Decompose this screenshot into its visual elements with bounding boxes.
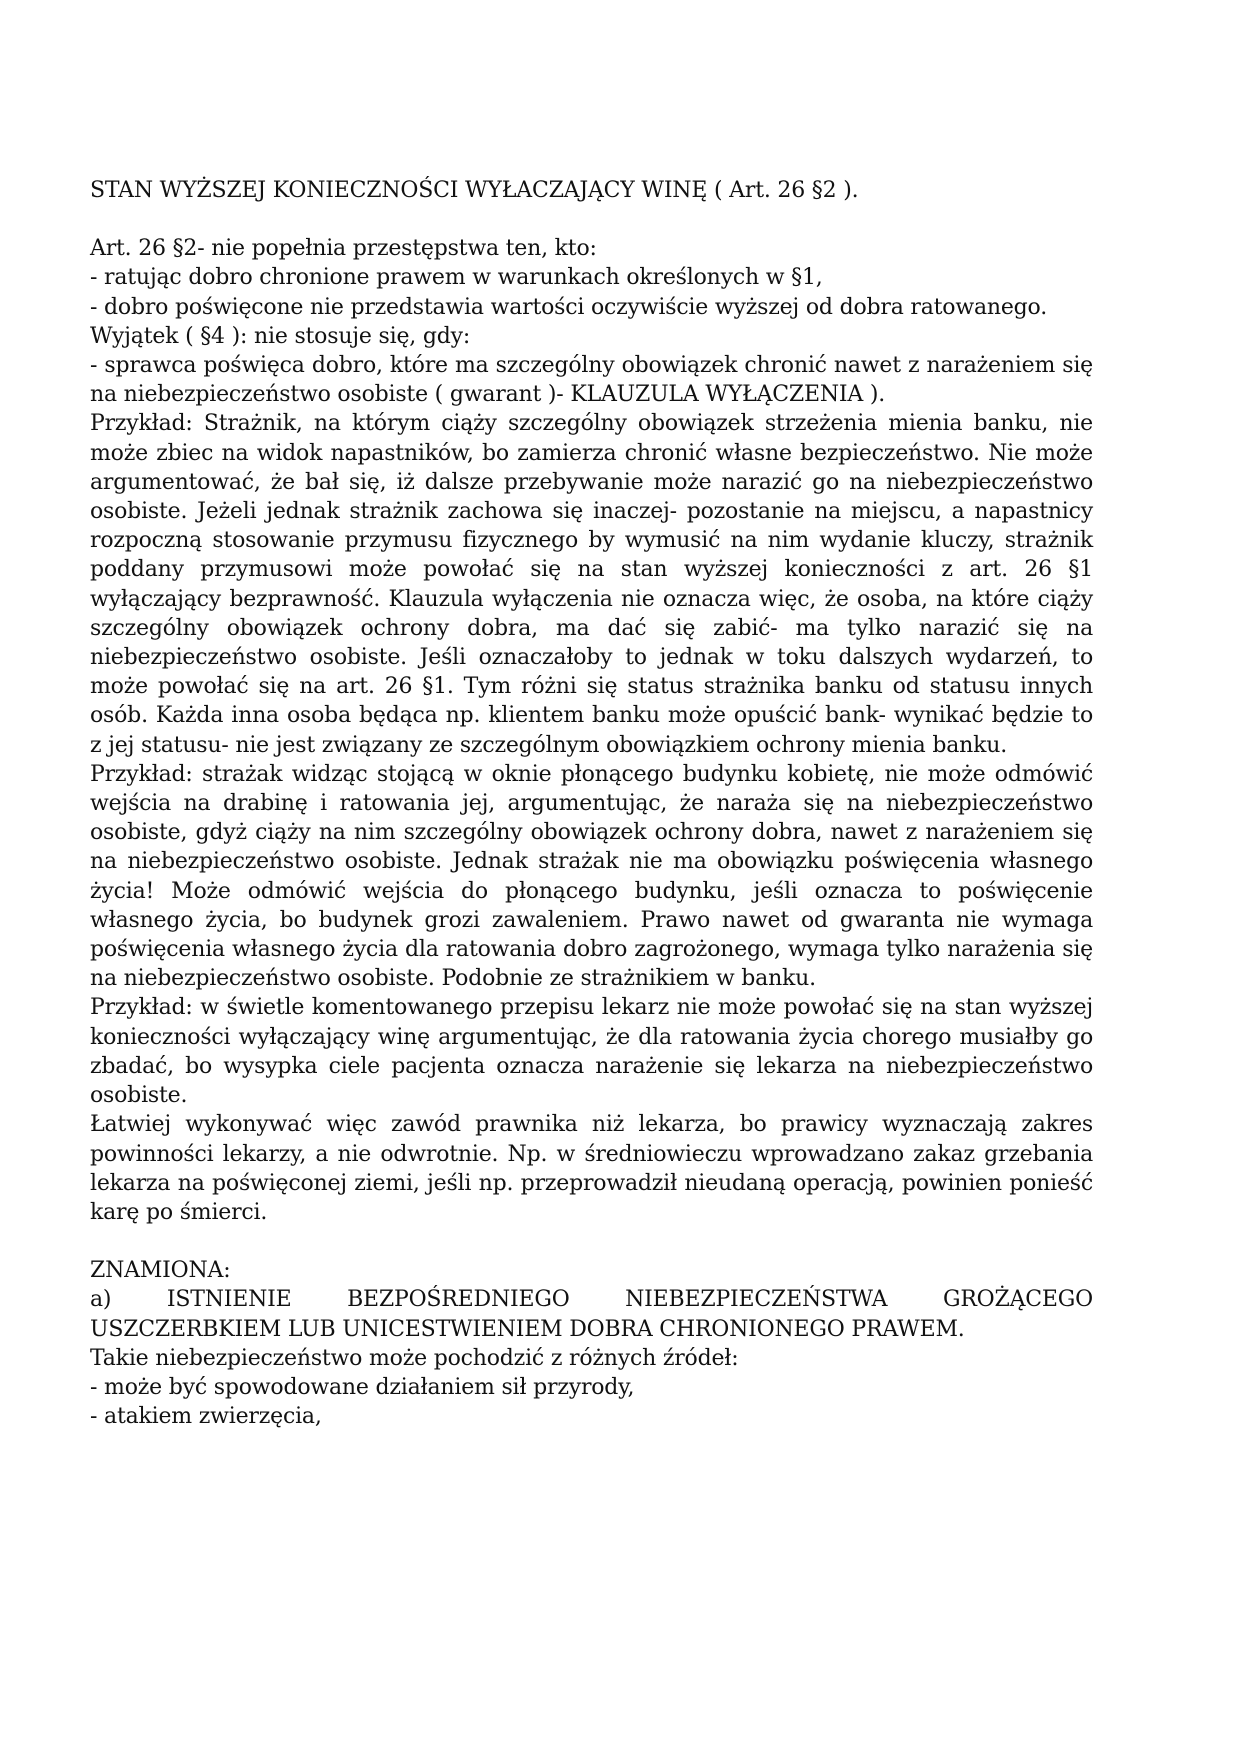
source-item-2: - atakiem zwierzęcia, (90, 1404, 322, 1430)
example-guard: Przykład: Strażnik, na którym ciąży szczególny obowiązek strzeżenia mienia banku, nie może zbiec na widok napastników, bo zamierza chronić własne bezpieczeństwo. Nie może argumentować, że bał się, iż dalsze przebywanie może narazić go na niebezpieczeństwo osobiste. Jeżeli jednak strażnik zachowa się inaczej- pozostanie na miejscu, a napastnicy rozpoczną stosowanie przymusu fizycznego by wymusić na nim wydanie kluczy, strażnik poddany przymusowi może powołać się na stan wyższej konieczności z art. 26 §1 wyłączający bezprawność. Klauzula wyłączenia nie oznacza więc, że osoba, na które ciąży szczególny obowiązek ochrony dobra, ma dać się zabić- ma tylko narazić się na niebezpieczeństwo osobiste. Jeśli oznaczałoby to jednak w toku dalszych wydarzeń, to może powołać się na art. 26 §1. Tym różni się status strażnika banku od statusu innych osób. Każda inna osoba będąca np. klientem banku może opuścić bank- wynikać będzie to z jej statusu- nie jest związany ze szczególnym obowiązkiem ochrony mienia banku. (90, 411, 1093, 758)
znamiona-item-a: a) ISTNIENIE BEZPOŚREDNIEGO NIEBEZPIECZEŃSTWA GROŻĄCEGO USZCZERBKIEM LUB UNICESTWIENIEM DOBRA CHRONIONEGO PRAWEM. (90, 1287, 1093, 1342)
document-page (90, 176, 1093, 1431)
article-point-2: - dobro poświęcone nie przedstawia wartości oczywiście wyższej od dobra ratowanego. (90, 294, 1047, 320)
article-intro: Art. 26 §2- nie popełnia przestępstwa ten, kto: (90, 236, 597, 262)
example-firefighter: Przykład: strażak widząc stojącą w oknie płonącego budynku kobietę, nie może odmówić wejścia na drabinę i ratowania jej, argumentując, że naraża się na niebezpieczeństwo osobiste, gdyż ciąży na nim szczególny obowiązek ochrony dobra, nawet z narażeniem się na niebezpieczeństwo osobiste. Jednak strażak nie ma obowiązku poświęcenia własnego życia! Może odmówić wejścia do płonącego budynku, jeśli oznacza to poświęcenie własnego życia, bo budynek grozi zawaleniem. Prawo nawet od gwaranta nie wymaga poświęcenia własnego życia dla ratowania dobro zagrożonego, wymaga tylko narażenia się na niebezpieczeństwo osobiste. Podobnie ze strażnikiem w banku. (90, 761, 1093, 992)
remark-paragraph: Łatwiej wykonywać więc zawód prawnika niż lekarza, bo prawicy wyznaczają zakres powinności lekarzy, a nie odwrotnie. Np. w średniowieczu wprowadzano zakaz grzebania lekarza na poświęconej ziemi, jeśli np. przeprowadził nieudaną operacją, powinien ponieść karę po śmierci. (90, 1112, 1093, 1225)
article-point-1: - ratując dobro chronione prawem w warunkach określonych w §1, (90, 265, 823, 291)
section-gap (90, 1227, 1093, 1256)
document-title: STAN WYŻSZEJ KONIECZNOŚCI WYŁACZAJĄCY WINĘ ( Art. 26 §2 ). (90, 178, 859, 203)
source-item-1: - może być spowodowane działaniem sił przyrody, (90, 1374, 635, 1400)
exception-point: - sprawca poświęca dobro, które ma szczególny obowiązek chronić nawet z narażeniem się na niebezpieczeństwo osobiste ( gwarant )- KLAUZULA WYŁĄCZENIA ). (90, 353, 1093, 408)
znamiona-heading: ZNAMIONA: (90, 1258, 231, 1284)
example-doctor: Przykład: w świetle komentowanego przepisu lekarz nie może powołać się na stan wyższej konieczności wyłączający winę argumentując, że dla ratowania życia chorego musiałby go zbadać, bo wysypka ciele pacjenta oznacza narażenie się lekarza na niebezpieczeństwo osobiste. (90, 995, 1093, 1109)
exception-intro: Wyjątek ( §4 ): nie stosuje się, gdy: (90, 323, 471, 349)
sources-intro: Takie niebezpieczeństwo może pochodzić z różnych źródeł: (90, 1345, 739, 1371)
